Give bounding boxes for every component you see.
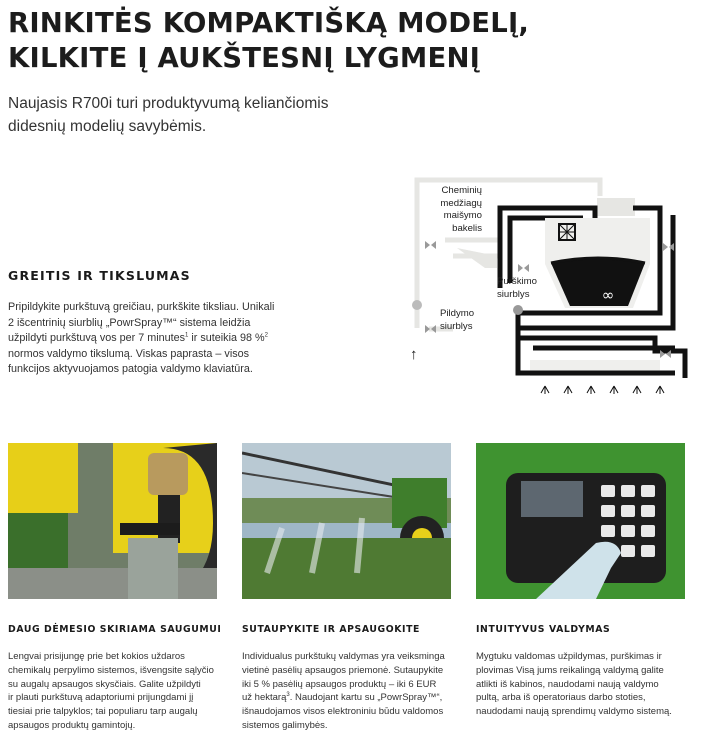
page-subtitle-line1: Naujasis R700i turi produktyvumą keliančiomis (8, 95, 329, 112)
footnote-mark-1: 1 (185, 332, 189, 339)
speed-line: normos valdymo tikslumą. Viskas paprasta – visos (8, 347, 250, 360)
column-body-save (242, 650, 454, 733)
column-line (242, 691, 454, 705)
valve-icon (425, 241, 436, 249)
column-body-control (476, 650, 688, 719)
column-body-safety (8, 650, 220, 733)
label-fill-pump-line: Pildymo (440, 308, 475, 319)
speed-line-3a: užpildyti purkštuvą vos per 7 minutes (8, 332, 186, 345)
closed-transfer-adapter (158, 495, 180, 543)
photo-closed-transfer (8, 443, 217, 599)
footnote-mark-2: 2 (264, 332, 268, 339)
column-line-4b: . Naudojant kartu su „PowrSpray™“, (289, 692, 443, 704)
column-line: sistemos galimybės. (242, 719, 328, 731)
fill-arrow-icon: ↑ (410, 346, 418, 363)
column-title-control: INTUITYVUS VALDYMAS (476, 624, 611, 635)
column-line: tiesiai prie talpyklos; tai populiaru tarp augalų (8, 706, 198, 718)
page-subtitle-line2: didesnių modelių savybėmis. (8, 118, 207, 135)
label-fill-pump (440, 308, 474, 333)
diagram-pale-block (597, 198, 635, 216)
column-title-safety: DAUG DĖMESIO SKIRIAMA SAUGUMUI (8, 624, 222, 635)
column-line-4a: už hektarą (242, 692, 287, 704)
footnote-mark-3: 3 (286, 692, 290, 699)
label-fill-pump-line: siurblys (440, 320, 473, 332)
speed-line-3b: ir suteikia 98 % (188, 332, 265, 345)
page-title-line2: KILKITE Į AUKŠTESNĮ LYGMENĮ (8, 42, 481, 74)
yellow-tank-left (8, 443, 78, 513)
spray-pump-icon (513, 305, 523, 315)
speed-line: 2 išcentrinių siurblių „PowrSpray™“ sistema leidžia (8, 316, 251, 329)
chemical-canister (148, 453, 188, 495)
column-title-save: SUTAUPYKITE IR APSAUGOKITE (242, 624, 420, 635)
control-display (521, 481, 583, 517)
column-line: plovimas Visą jums reikalingą valdymą galite (476, 664, 664, 676)
page-title (8, 6, 529, 76)
page-title-line1: RINKITĖS KOMPAKTIŠKĄ MODELĮ, (8, 7, 530, 39)
label-mixing-tank-line: Cheminių (441, 185, 482, 196)
label-mixing-tank (438, 185, 482, 235)
label-mixing-tank-line: bakelis (452, 222, 482, 234)
speed-line: Pripildykite purkštuvą greičiau, purkškite tiksliau. Unikali (8, 301, 275, 313)
label-spray-pump-line: siurblys (497, 288, 530, 300)
column-line: Mygtuku valdomas užpildymas, purškimas ir (476, 651, 662, 662)
column-line: naudodami naują sprendimų valdymo sistemą. (476, 706, 672, 718)
speed-line: funkcijos aktyvuojamos patogia valdymo klaviatūra. (8, 363, 253, 376)
column-line: Individualus purkštukų valdymas yra veiksminga (242, 651, 445, 662)
speed-section-body (8, 300, 308, 378)
label-spray-pump (497, 276, 537, 301)
column-line: iki 5 % pasėlių apsaugos produktų – iki 6 EUR (242, 678, 437, 690)
column-line: su augalų apsaugos skysčiais. Galite užpildyti (8, 678, 201, 690)
valve-icon (518, 264, 529, 272)
column-line: išnaudojamos visos elektroniniu būdu valdomos (242, 706, 444, 718)
label-mixing-tank-line: medžiagų (440, 197, 482, 209)
column-line: vietinė pasėlių apsaugos priemonė. Sutaupykite (242, 664, 444, 676)
column-line: ir plauti purkštuvą adaptoriumi prijungdami jį (8, 692, 194, 704)
label-spray-pump-line: Purškimo (497, 276, 537, 287)
speed-section-title: GREITIS IR TIKSLUMAS (8, 268, 191, 283)
nozzles-icon (541, 386, 664, 394)
label-mixing-tank-line: maišymo (443, 210, 482, 221)
infinity-icon: ∞ (601, 286, 615, 304)
speed-line (8, 331, 308, 347)
column-line: apsaugos produktų gamintojų. (8, 719, 136, 731)
page-subtitle (8, 92, 328, 138)
photo-control-panel (476, 443, 685, 599)
photo-sprayer-field (242, 443, 451, 599)
column-line: atlikti iš kabinos, naudodami naują valdymo (476, 678, 659, 690)
column-line: pultą, arba iš operatoriaus darbo stoties, (476, 692, 646, 704)
fill-pump-icon (412, 300, 422, 310)
column-line: Lengvai prisijungę prie bet kokios uždaros (8, 651, 185, 662)
column-line: chemikalų perpylimo sistemos, išvengsite sąlyčio (8, 664, 214, 676)
